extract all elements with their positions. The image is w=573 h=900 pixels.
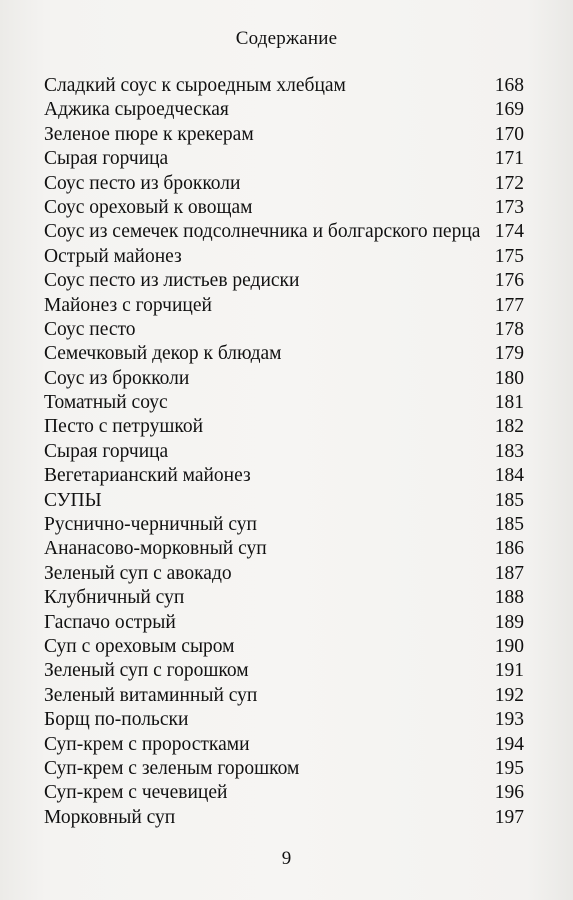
- toc-entry-page: 180: [494, 367, 524, 389]
- toc-entry-title: СУПЫ: [44, 489, 102, 511]
- toc-entry: [44, 391, 524, 415]
- toc-entry-title: Соус песто из листьев редиски: [44, 270, 300, 292]
- toc-entry-page: 192: [494, 684, 524, 706]
- toc-entry-title: Томатный соус: [44, 392, 168, 414]
- toc-entry: [44, 781, 524, 805]
- page-number: 9: [281, 848, 292, 869]
- toc-entry: [44, 147, 524, 171]
- toc-entry-title: Соус из семечек подсолнечника и болгарского перца: [44, 221, 481, 243]
- toc-entry-page: 190: [494, 635, 524, 657]
- toc-entry: [44, 757, 524, 781]
- toc-entry-title: Гаспачо острый: [44, 611, 176, 633]
- toc-entry: [44, 220, 524, 244]
- toc-entry-page: 170: [494, 123, 524, 145]
- toc-entry-title: Руснично-черничный суп: [44, 514, 257, 536]
- toc-entry-title: Сладкий соус к сыроедным хлебцам: [44, 75, 346, 96]
- toc-entry-title: Борщ по-польски: [44, 709, 189, 731]
- toc-entry-title: Соус песто из брокколи: [44, 172, 241, 194]
- toc-entry-title: Семечковый декор к блюдам: [44, 343, 282, 365]
- table-of-contents: [44, 74, 524, 830]
- toc-entry-title: Морковный суп: [44, 806, 176, 828]
- toc-entry-page: 189: [494, 611, 524, 633]
- toc-entry-page: 175: [494, 245, 524, 267]
- toc-entry: [44, 708, 524, 732]
- toc-entry: [44, 98, 524, 122]
- toc-entry-title: Соус из брокколи: [44, 367, 190, 389]
- toc-entry: [44, 440, 524, 464]
- toc-entry-title: Сырая горчица: [44, 440, 169, 462]
- toc-entry: [44, 196, 524, 220]
- toc-entry-page: 188: [494, 587, 524, 609]
- toc-entry-page: 173: [494, 196, 524, 218]
- toc-entry-title: Суп-крем с чечевицей: [44, 782, 228, 804]
- toc-entry-title: Соус песто: [44, 318, 136, 340]
- toc-entry-page: 168: [494, 75, 524, 96]
- toc-entry-page: 185: [494, 489, 524, 511]
- toc-entry-page: 191: [494, 660, 524, 682]
- toc-entry-page: 174: [494, 221, 524, 243]
- toc-entry-page: 194: [494, 733, 524, 755]
- toc-entry: [44, 269, 524, 293]
- toc-entry-page: 195: [494, 757, 524, 779]
- toc-entry-title: Зеленое пюре к крекерам: [44, 123, 254, 145]
- toc-entry-page: 176: [494, 270, 524, 292]
- toc-entry: [44, 586, 524, 610]
- toc-entry-title: Ананасово-морковный суп: [44, 538, 267, 560]
- toc-entry: [44, 318, 524, 342]
- toc-entry: [44, 367, 524, 391]
- toc-entry-title: Соус ореховый к овощам: [44, 196, 253, 218]
- toc-entry: [44, 684, 524, 708]
- toc-entry-title: Сырая горчица: [44, 148, 169, 170]
- toc-entry: [44, 562, 524, 586]
- toc-entry: [44, 245, 524, 269]
- toc-entry-title: Вегетарианский майонез: [44, 465, 251, 487]
- toc-entry-page: 171: [494, 148, 524, 170]
- toc-entry: [44, 513, 524, 537]
- toc-entry-page: 177: [494, 294, 524, 316]
- toc-entry-page: 185: [494, 514, 524, 536]
- toc-entry-page: 186: [494, 538, 524, 560]
- toc-entry-page: 193: [494, 709, 524, 731]
- toc-entry-page: 184: [494, 465, 524, 487]
- toc-entry-title: Суп с ореховым сыром: [44, 635, 235, 657]
- toc-entry-title: Аджика сыроедческая: [44, 99, 229, 121]
- toc-entry-page: 182: [494, 416, 524, 438]
- toc-entry-page: 183: [494, 440, 524, 462]
- toc-entry: [44, 537, 524, 561]
- toc-entry: [44, 415, 524, 439]
- toc-entry: [44, 659, 524, 683]
- toc-entry-page: 197: [494, 806, 524, 828]
- toc-entry: [44, 611, 524, 635]
- toc-entry: [44, 489, 524, 513]
- toc-entry: [44, 74, 524, 98]
- toc-entry: [44, 464, 524, 488]
- toc-entry-title: Зеленый суп с горошком: [44, 660, 249, 682]
- toc-entry: [44, 733, 524, 757]
- toc-entry-page: 179: [494, 343, 524, 365]
- toc-entry-page: 196: [494, 782, 524, 804]
- toc-entry: [44, 123, 524, 147]
- toc-entry: [44, 294, 524, 318]
- toc-entry: [44, 342, 524, 366]
- toc-entry-title: Песто с петрушкой: [44, 416, 204, 438]
- toc-entry-title: Суп-крем с проростками: [44, 733, 250, 755]
- toc-entry-page: 178: [494, 318, 524, 340]
- toc-entry-page: 181: [494, 392, 524, 414]
- toc-entry-title: Клубничный суп: [44, 587, 185, 609]
- toc-entry-title: Зеленый витаминный суп: [44, 684, 258, 706]
- toc-entry: [44, 635, 524, 659]
- toc-entry: [44, 806, 524, 830]
- page-title: Содержание: [235, 28, 338, 49]
- toc-entry-title: Суп-крем с зеленым горошком: [44, 757, 300, 779]
- toc-entry-title: Зеленый суп с авокадо: [44, 562, 232, 584]
- toc-entry-title: Майонез с горчицей: [44, 294, 212, 316]
- toc-entry: [44, 172, 524, 196]
- toc-entry-page: 187: [494, 562, 524, 584]
- toc-entry-page: 172: [494, 172, 524, 194]
- toc-entry-title: Острый майонез: [44, 245, 182, 267]
- toc-entry-page: 169: [494, 99, 524, 121]
